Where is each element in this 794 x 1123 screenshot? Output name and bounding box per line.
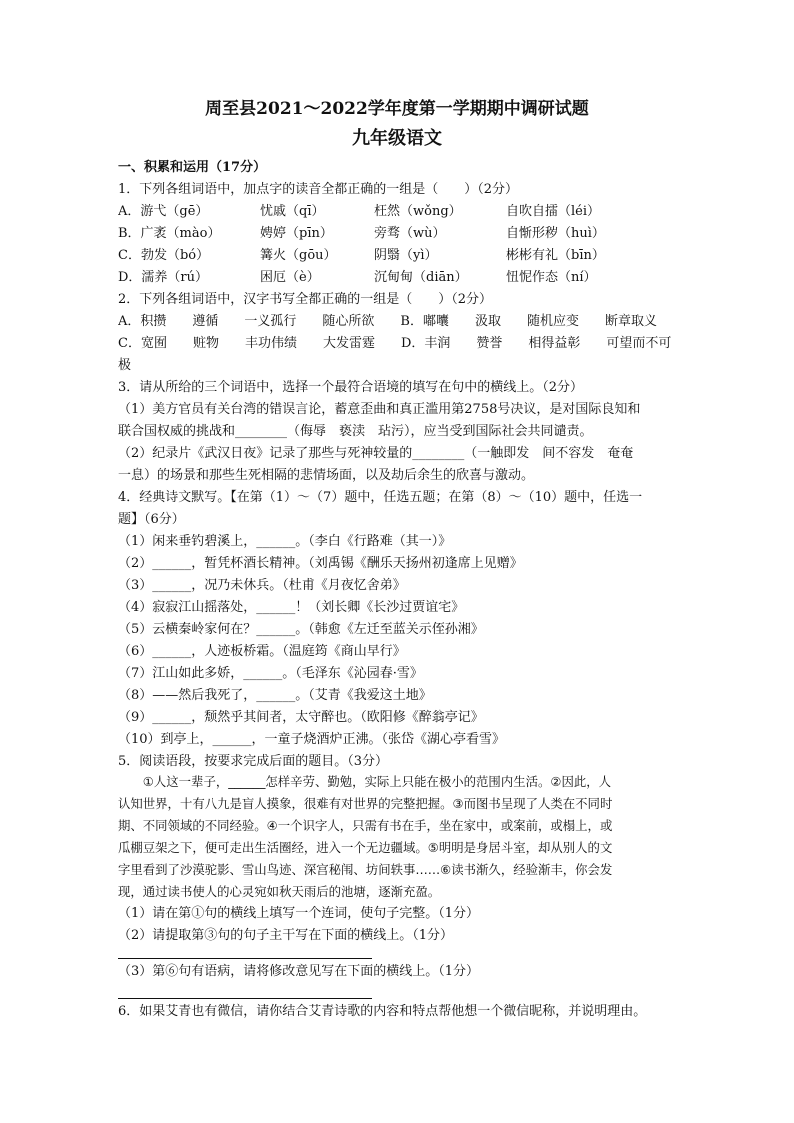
q3-sub2-line1: （2）纪录片《武汉日夜》记录了那些与死神较量的________（一触即发 间不容发 奄奄 xyxy=(118,446,634,461)
q4-stem-line2: 题】（6分） xyxy=(118,512,185,527)
q1-d-word3: 沉甸甸（diān） xyxy=(374,270,468,285)
q3-sub2-line2: 一息）的场景和那些生死相隔的悲情场面，以及劫后余生的欣喜与激动。 xyxy=(118,468,535,483)
q1-a-word3: 枉然（wǒng） xyxy=(374,204,462,219)
q5-sub2-answer-line xyxy=(118,958,372,959)
q4-item-10: （10）到亭上，______，一童子烧酒炉正沸。（张岱《湖心亭看雪》 xyxy=(118,732,506,747)
q1-b-word1: B．广袤（mào） xyxy=(118,226,221,241)
q1-b-word2: 娉婷（pīn） xyxy=(260,226,333,241)
q5-stem: 5．阅读语段，按要求完成后面的题目。（3分） xyxy=(118,754,389,769)
q2-options-line3: 极 xyxy=(118,358,132,373)
q1-b-word3: 旁骛（wù） xyxy=(374,226,446,241)
q4-item-6: （6）______，人迹板桥霜。（温庭筠《商山早行》 xyxy=(118,644,406,659)
q1-c-word3: 阴翳（yì） xyxy=(374,248,438,263)
q4-item-8: （8）——然后我死了，______。（艾青《我爱这土地》 xyxy=(118,688,432,703)
section-heading: 一、积累和运用（17分） xyxy=(118,160,267,175)
q1-c-word2: 篝火（gōu） xyxy=(260,248,337,263)
q1-d-word2: 困厄（è） xyxy=(260,270,320,285)
q3-sub1-line1: （1）美方官员有关台湾的错误言论，蓄意歪曲和真正滥用第2758号决议，是对国际良知和 xyxy=(118,402,641,417)
q5-passage-line6: 现，通过读书使人的心灵宛如秋天雨后的池塘，逐渐充盈。 xyxy=(118,884,441,899)
q4-item-4: （4）寂寂江山摇落处，______！（刘长卿《长沙过贾谊宅》 xyxy=(118,600,465,615)
q1-a-word2: 忧戚（qī） xyxy=(260,204,325,219)
q5-passage-line5: 字里看到了沙漠驼影、雪山鸟迹、深宫秘闱、坊间轶事……⑥读书渐久，经验渐丰，你会发 xyxy=(118,862,613,877)
q1-a-word1: A．游弋（gē） xyxy=(118,204,209,219)
q4-item-1: （1）闲来垂钓碧溪上，______。（李白《行路难（其一）》 xyxy=(118,534,452,549)
q5-sub2: （2）请提取第③句的句子主干写在下面的横线上。（1分） xyxy=(118,928,454,943)
q4-item-3: （3）______，况乃未休兵。（杜甫《月夜忆舍弟》 xyxy=(118,578,406,593)
q5-passage-line1: ①人这一辈子，______怎样辛劳、勤勉，实际上只能在极小的范围内生活。②因此，人 xyxy=(118,774,612,789)
q5-passage-line2: 认知世界，十有八九是盲人摸象，很难有对世界的完整把握。③而图书呈现了人类在不同时 xyxy=(118,796,613,811)
exam-subtitle: 九年级语文 xyxy=(352,128,442,149)
exam-title: 周至县2021～2022学年度第一学期期中调研试题 xyxy=(205,99,589,119)
q4-item-2: （2）______，暂凭杯酒长精神。（刘禹锡《酬乐天扬州初逢席上见赠》 xyxy=(118,556,523,571)
q5-sub1: （1）请在第①句的横线上填写一个连词，使句子完整。（1分） xyxy=(118,906,480,921)
q5-sub3-answer-line xyxy=(118,998,372,999)
q2-stem: 2．下列各组词语中，汉字书写全都正确的一组是（ ）（2分） xyxy=(118,292,493,307)
q5-passage-line4: 瓜棚豆架之下，便可走出生活圈经，进入一个无边疆域。⑤明明是身居斗室，却从别人的文 xyxy=(118,840,613,855)
q5-passage-line3: 期、不同领域的不同经验。④一个识字人，只需有书在手，坐在家中，或案前，或榻上，或 xyxy=(118,818,613,833)
q4-item-9: （9）______，颓然乎其间者，太守醉也。（欧阳修《醉翁亭记》 xyxy=(118,710,484,725)
q4-item-7: （7）江山如此多娇，______。（毛泽东《沁园春·雪》 xyxy=(118,666,423,681)
q2-options-line1: A．积攒 遵循 一义孤行 随心所欲 B．嘟囔 汲取 随机应变 断章取义 xyxy=(118,314,657,329)
q4-stem-line1: 4．经典诗文默写。【在第（1）～（7）题中，任选五题；在第（8）～（10）题中，任选一 xyxy=(118,490,643,505)
q1-option-row-c xyxy=(118,246,678,266)
q1-d-word1: D．濡养（rú） xyxy=(118,270,209,285)
q3-stem: 3．请从所给的三个词语中，选择一个最符合语境的填写在句中的横线上。（2分） xyxy=(118,380,584,395)
q1-stem: 1．下列各组词语中，加点字的读音全都正确的一组是（ ）（2分） xyxy=(118,182,519,197)
q6-stem: 6．如果艾青也有微信，请你结合艾青诗歌的内容和特点帮他想一个微信昵称，并说明理由。 xyxy=(118,1004,647,1019)
q1-d-word4: 忸怩作态（ní） xyxy=(506,270,597,285)
q1-b-word4: 自惭形秽（huì） xyxy=(506,226,605,241)
q5-sub3: （3）第⑥句有语病，请将修改意见写在下面的横线上。（1分） xyxy=(118,964,480,979)
q2-options-line2: C．宽囿 赃物 丰功伟绩 大发雷霆 D．丰润 赞誉 相得益彰 可望而不可 xyxy=(118,336,672,351)
q3-sub1-line2: 联合国权威的挑战和________（侮辱 亵渎 玷污），应当受到国际社会共同谴责。 xyxy=(118,424,593,439)
q1-c-word1: C．勃发（bó） xyxy=(118,248,210,263)
q1-a-word4: 自吹自擂（léi） xyxy=(506,204,601,219)
q4-item-5: （5）云横秦岭家何在？______。（韩愈《左迁至蓝关示侄孙湘》 xyxy=(118,622,484,637)
q1-option-row-a xyxy=(118,202,678,222)
q1-c-word4: 彬彬有礼（bīn） xyxy=(506,248,605,263)
q1-option-row-d xyxy=(118,268,678,288)
q1-option-row-b xyxy=(118,224,678,244)
